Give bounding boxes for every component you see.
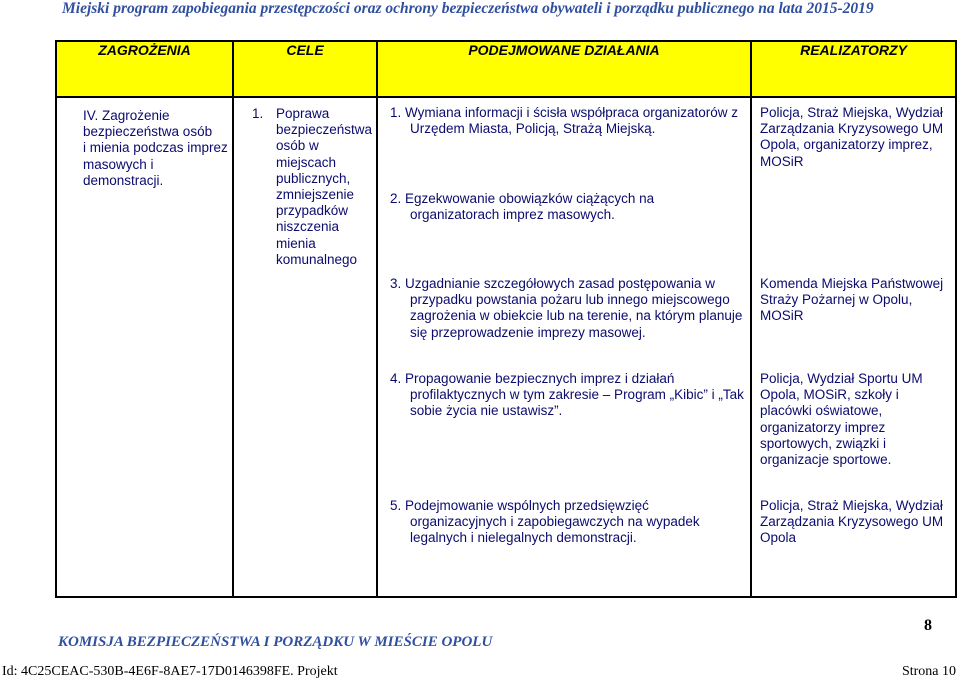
action-text: Egzekwowanie obowiązków ciążących na organizatorach imprez masowych. xyxy=(405,191,655,223)
goal-cell xyxy=(233,97,377,597)
threat-cell xyxy=(56,97,233,597)
goal-line: Poprawa xyxy=(276,106,330,121)
action-item xyxy=(390,191,746,276)
threat-line: demonstracji. xyxy=(83,172,164,188)
goal-line: mienia xyxy=(276,235,316,251)
action-item xyxy=(390,105,746,191)
goal-line: miejscach xyxy=(276,154,337,170)
document-header-title: Miejski program zapobiegania przestępczości oraz ochrony bezpieczeństwa obywateli i porządku publicznego na lata 2015-2019 xyxy=(62,0,874,17)
program-table xyxy=(55,40,957,598)
action-number: 1. xyxy=(390,105,402,120)
threat-line: bezpieczeństwa osób xyxy=(83,124,213,140)
action-item xyxy=(390,371,746,498)
commission-footer: KOMISJA BEZPIECZEŃSTWA I PORZĄDKU W MIEŚCIE OPOLU xyxy=(58,634,493,650)
goal-line: bezpieczeństwa xyxy=(276,122,373,138)
implementer-item: Komenda Miejska Państwowej Straży Pożarnej w Opolu, MOSiR xyxy=(760,276,944,324)
goal-line: zmniejszenie xyxy=(276,187,355,203)
goal-line: publicznych, xyxy=(276,170,351,186)
implementer-item: Policja, Wydział Sportu UM Opola, MOSiR, szkoły i placówki oświatowe, organizatorzy imprez sportowych, związki i organizacje sportowe. xyxy=(760,371,923,468)
goal-line: komunalnego xyxy=(276,251,358,267)
action-text: Propagowanie bezpiecznych imprez i działań profilaktycznych w tym zakresie – Program „Kibic” i „Tak sobie życia nie ustawisz”. xyxy=(405,371,744,419)
action-number: 5. xyxy=(390,498,402,513)
table-header-row xyxy=(56,41,956,97)
header-implementers: REALIZATORZY xyxy=(751,41,956,97)
threat-line: IV. Zagrożenie xyxy=(83,108,170,123)
threat-line: masowych i xyxy=(83,156,154,172)
goal-line: osób w xyxy=(276,138,319,154)
action-text: Wymiana informacji i ścisła współpraca organizatorów z Urzędem Miasta, Policją, Strażą Miejską. xyxy=(405,105,739,137)
action-number: 2. xyxy=(390,191,402,206)
action-text: Uzgadnianie szczegółowych zasad postępowania w przypadku powstania pożaru lub innego miejscowego zagrożenia w obiekcie lub na terenie, na którym planuje się przeprowadzenie imprezy masowej. xyxy=(405,276,743,340)
table-body-row xyxy=(56,97,956,597)
header-actions: PODEJMOWANE DZIAŁANIA xyxy=(377,41,751,97)
implementers-cell xyxy=(751,97,956,597)
goal-number: 1. xyxy=(252,106,264,121)
header-threats: ZAGROŻENIA xyxy=(56,41,233,97)
action-item xyxy=(390,498,746,547)
action-text: Podejmowanie wspólnych przedsięwzięć organizacyjnych i zapobiegawczych na wypadek legalnych i nielegalnych demonstracji. xyxy=(405,498,700,546)
goal-line: przypadków xyxy=(276,203,349,219)
action-item xyxy=(390,276,746,371)
page-number: 8 xyxy=(924,617,932,634)
implementer-item: Policja, Straż Miejska, Wydział Zarządzania Kryzysowego UM Opola xyxy=(760,498,944,546)
action-number: 4. xyxy=(390,371,402,386)
goal-line: niszczenia xyxy=(276,219,340,235)
page-label: Strona 10 xyxy=(901,664,956,679)
action-number: 3. xyxy=(390,276,402,291)
implementer-item: Policja, Straż Miejska, Wydział Zarządzania Kryzysowego UM Opola, organizatorzy imprez, MOSiR xyxy=(760,105,944,169)
actions-cell xyxy=(377,97,751,597)
threat-line: i mienia podczas imprez xyxy=(83,140,228,156)
header-goals: CELE xyxy=(233,41,377,97)
document-id: Id: 4C25CEAC-530B-4E6F-8AE7-17D0146398FE. Projekt xyxy=(2,664,338,679)
